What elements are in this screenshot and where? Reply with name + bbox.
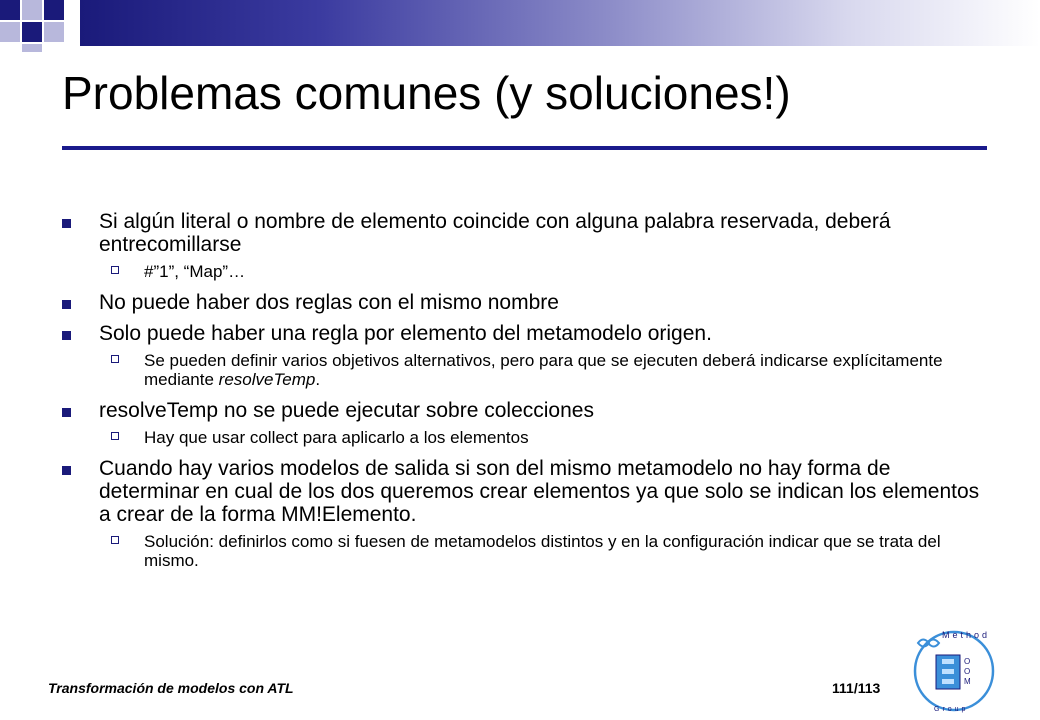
bullet-text: Si algún literal o nombre de elemento coincide con alguna palabra reservada, deberá entrecomillarse [99,210,891,256]
sub-bullet-item [62,428,992,447]
decor-square [44,22,64,42]
slide-title: Problemas comunes (y soluciones!) [62,67,791,119]
sub-bullet-end: . [315,370,321,389]
hollow-square-bullet-icon [111,355,119,363]
logo-block-slot [942,669,954,674]
bullet-text: Solo puede haber una regla por elemento del metamodelo origen. [99,322,712,345]
footer-course-title: Transformación de modelos con ATL [48,680,294,696]
decor-square [44,0,64,20]
bullet-text: resolveTemp no se puede ejecutar sobre colecciones [99,399,594,422]
sub-bullet-text: Solución: definirlos como si fuesen de metamodelos distintos y en la configuración indicar que se trata del mismo. [144,532,941,570]
square-bullet-icon [62,466,71,475]
page-number: 111/113 [832,680,881,696]
logo-letter: O [964,657,971,666]
bullet-item [62,457,992,526]
sub-bullet-text: Hay que usar collect para aplicarlo a los elementos [144,428,529,447]
logo-ring-text: Method [942,630,991,640]
logo-letter: M [964,677,971,686]
square-bullet-icon [62,408,71,417]
bullet-text: No puede haber dos reglas con el mismo nombre [99,291,559,314]
slide-content [62,210,992,580]
title-underline [62,146,987,150]
decor-square [0,0,20,20]
logo-block-slot [942,679,954,684]
bullet-item [62,291,992,314]
hollow-square-bullet-icon [111,266,119,274]
decor-square [0,22,20,42]
hollow-square-bullet-icon [111,432,119,440]
decor-square [22,0,42,20]
square-bullet-icon [62,331,71,340]
method-group-logo [908,625,1000,717]
sub-bullet-text: #”1”, “Map”… [144,262,246,281]
sub-bullet-item [62,532,992,570]
hollow-square-bullet-icon [111,536,119,544]
logo-letter: O [964,667,971,676]
square-bullet-icon [62,219,71,228]
logo-block-slot [942,659,954,664]
header-decoration [0,0,1040,52]
header-gradient-bar [80,0,1040,46]
bullet-item [62,210,992,256]
bullet-item [62,322,992,345]
sub-bullet-text: Se pueden definir varios objetivos alternativos, pero para que se ejecuten deberá indicarse explícitamente mediante [144,351,943,389]
decor-square [22,44,42,52]
decor-square [22,22,42,42]
sub-bullet-item [62,262,992,281]
sub-bullet-italic-term: resolveTemp [218,370,316,389]
square-bullet-icon [62,300,71,309]
sub-bullet-item [62,351,992,389]
bullet-item [62,399,992,422]
bullet-text: Cuando hay varios modelos de salida si son del mismo metamodelo no hay forma de determinar en cual de los dos queremos crear elementos ya que solo se indican los elementos a crear de la forma MM!Elemento. [99,457,980,526]
logo-bottom-text: Group [934,706,969,713]
